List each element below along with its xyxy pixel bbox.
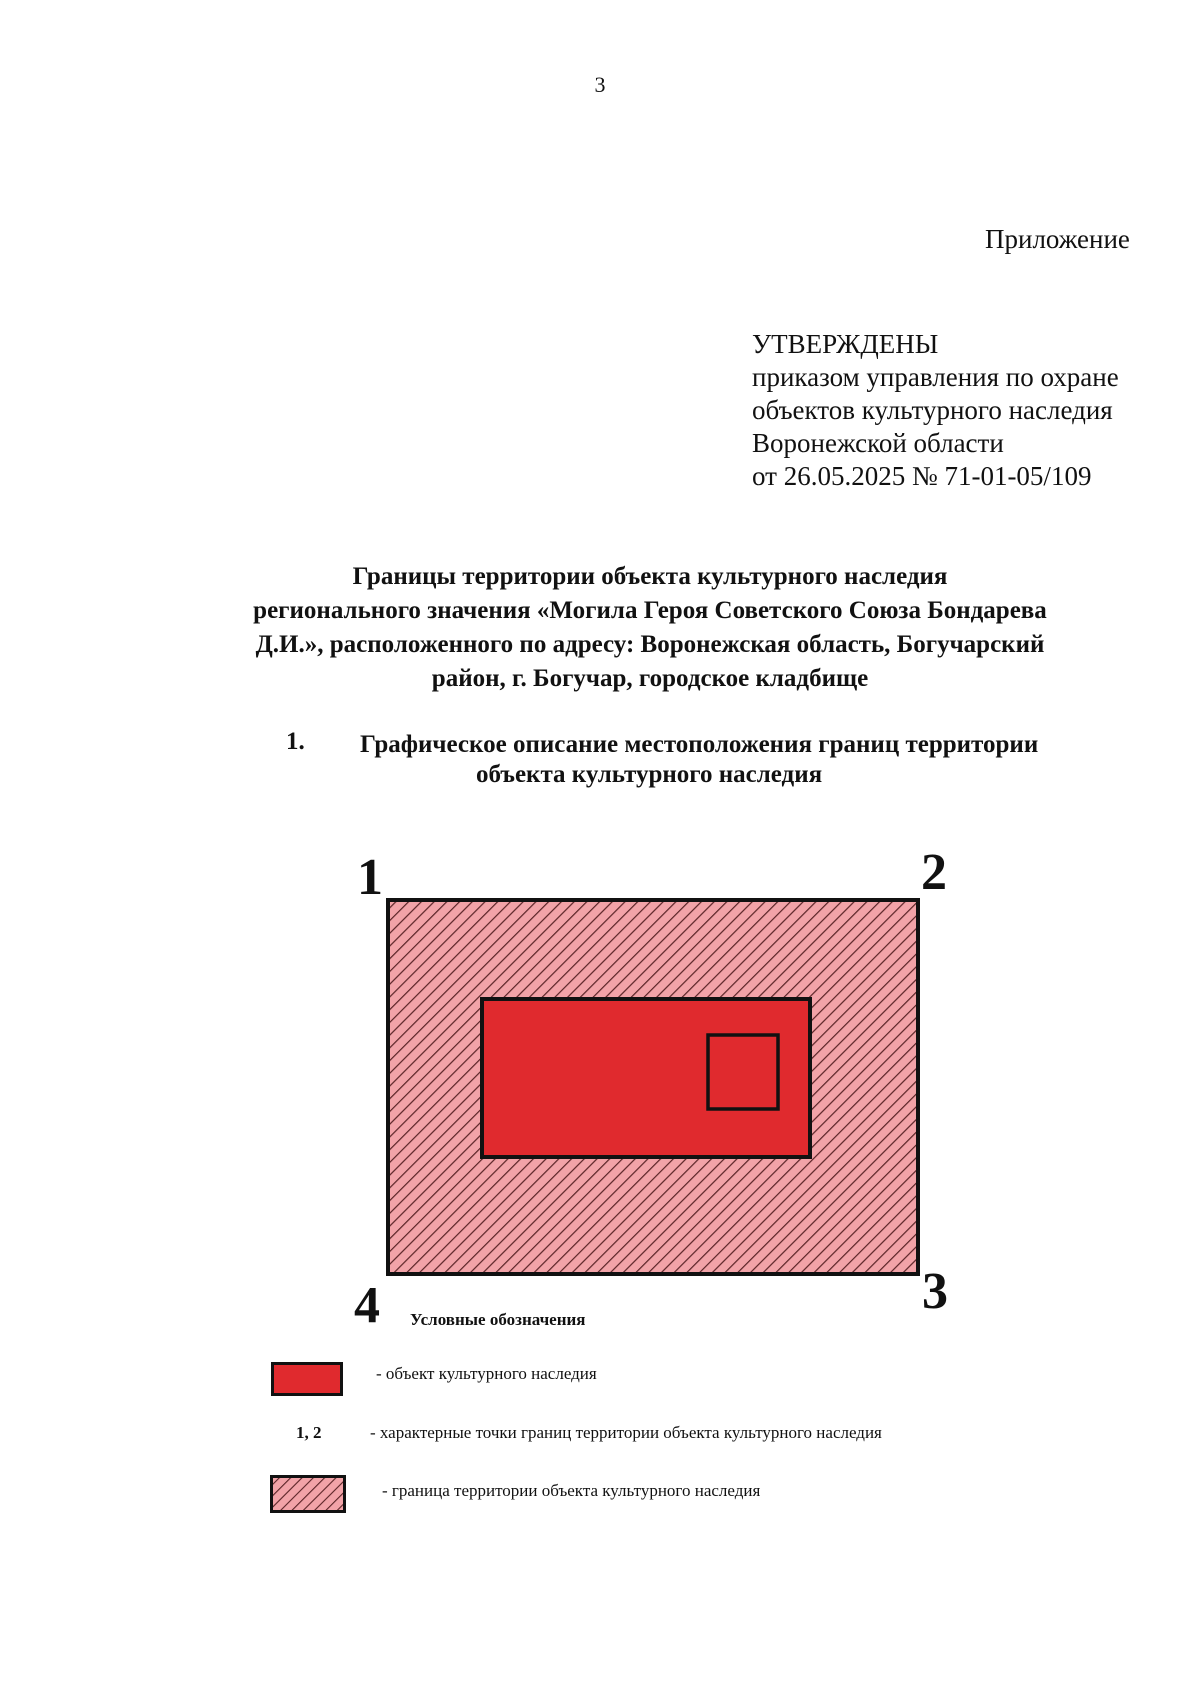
approval-line: приказом управления по охране [752, 362, 1119, 392]
document-title [170, 560, 1130, 696]
legend-boundary-swatch [270, 1475, 346, 1513]
approval-order-date: от 26.05.2025 № 71-01-05/109 [752, 461, 1092, 491]
approval-heading: УТВЕРЖДЕНЫ [752, 329, 939, 359]
title-line: Границы территории объекта культурного наследия [352, 563, 948, 590]
title-line: регионального значения «Могила Героя Советского Союза Бондарева [253, 597, 1047, 624]
section-number: 1. [286, 728, 305, 755]
legend-object-text: - объект культурного наследия [376, 1364, 597, 1383]
approval-line: объектов культурного наследия [752, 395, 1113, 425]
boundary-point-label: 3 [922, 1263, 948, 1320]
boundary-point-label: 2 [921, 844, 947, 901]
legend-title: Условные обозначения [410, 1310, 586, 1329]
heritage-object-area [482, 999, 810, 1157]
page-number: 3 [594, 72, 606, 97]
approval-block [752, 328, 1119, 493]
legend-points-symbol: 1, 2 [296, 1423, 322, 1442]
title-line: район, г. Богучар, городское кладбище [431, 665, 869, 692]
section-title: Графическое описание местоположения границ территории [360, 731, 1039, 758]
title-line: Д.И.», расположенного по адресу: Воронежская область, Богучарский [255, 631, 1045, 658]
appendix-label: Приложение [985, 224, 1130, 254]
boundary-point-label: 4 [354, 1277, 380, 1334]
section-title-continued: объекта культурного наследия [476, 761, 823, 788]
legend-object-swatch [271, 1362, 343, 1396]
boundary-point-label: 1 [357, 849, 383, 906]
legend-boundary-text: - граница территории объекта культурного наследия [382, 1481, 761, 1500]
approval-line: Воронежской области [752, 428, 1004, 458]
boundary-plan [386, 898, 922, 1278]
legend-points-text: - характерные точки границ территории объекта культурного наследия [370, 1423, 882, 1442]
